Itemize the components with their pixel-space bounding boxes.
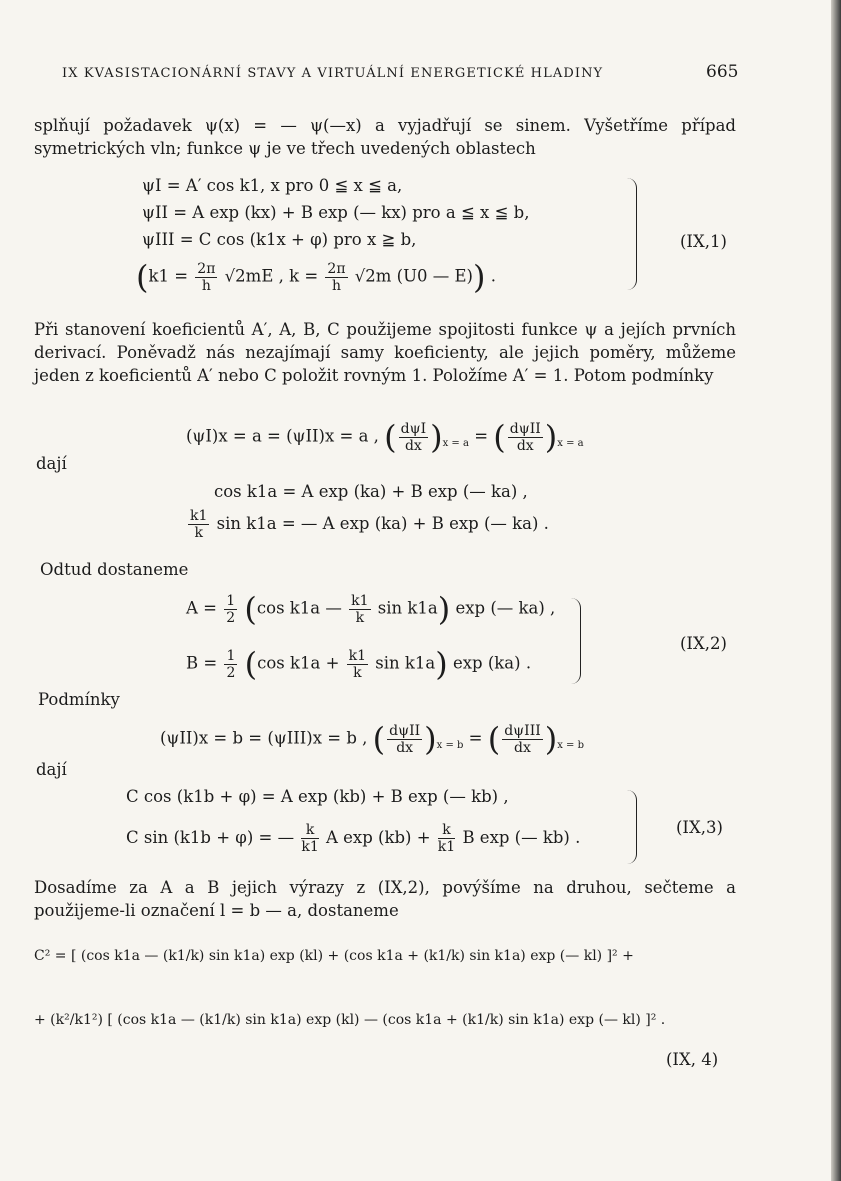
- eq1-line2: ψII = A exp (kx) + B exp (— kx) pro a ≦ x ≦ b,: [142, 203, 530, 222]
- eq2-a-mid2: sin k1a: [377, 598, 438, 618]
- cond2-left: (ψII)x = b = (ψIII)x = b ,: [160, 728, 368, 748]
- eq3-brace: [624, 790, 637, 864]
- frac-num: dψIII: [504, 722, 541, 739]
- frac-num: k1: [351, 592, 369, 609]
- label-daji-1: dají: [36, 454, 67, 473]
- label-daji-2: dají: [36, 760, 67, 779]
- frac-num: dψII: [389, 722, 421, 739]
- cond1-left: (ψI)x = a = (ψII)x = a ,: [186, 426, 379, 446]
- eq3-l2-right: B exp (— kb) .: [462, 828, 581, 847]
- cond2-sub2: x = b: [557, 739, 585, 751]
- eq2-brace: [568, 598, 581, 684]
- eq2-b-mid2: sin k1a: [375, 653, 436, 673]
- res1-frac: [188, 508, 209, 541]
- frac-num: 2π: [197, 260, 216, 277]
- eq2-half-a: [224, 593, 237, 626]
- cond2-sub1: x = b: [436, 739, 464, 751]
- eq2-b-left: B =: [186, 653, 218, 673]
- eq1-brace: [624, 178, 637, 290]
- eq1-root1: √2mE: [224, 266, 274, 286]
- cond2-line: (ψII)x = b = (ψIII)x = b , ( $\frac{\text{dψII}}{dx}$ )$_{x = b}$ = ( $\frac{\text{dψIII}}{dx}$ )$_{x = b}$: [160, 720, 585, 758]
- eq1-frac-2pi-h-b: [325, 261, 347, 294]
- frac-den: 2: [226, 664, 236, 681]
- res1-line1: cos k1a = A exp (ka) + B exp (— ka) ,: [214, 482, 528, 501]
- eq2-line-b: B = $\frac{1}{2}$ (cos k1a + $\frac{k1}{k}$ sin k1a) exp (ka) .: [186, 645, 532, 683]
- eq1-frac-2pi-h-a: [195, 261, 217, 294]
- cond2-deriv2: [502, 723, 543, 756]
- eq1-mid: , k =: [278, 266, 324, 286]
- frac-num: dψII: [509, 420, 541, 437]
- paragraph-2: Při stanovení koeficientů A′, A, B, C použijeme spojitosti funkce ψ a jejích prvních derivací. Poněvadž nás nezajímají samy koeficienty, ale jejich poměry, můžeme jeden z koeficientů A′ nebo C položit rovným 1. Položíme A′ = 1. Potom podmínky: [34, 320, 736, 385]
- res1-line2: [186, 508, 549, 541]
- eq2-a-right: exp (— ka) ,: [455, 598, 556, 618]
- frac-num: k: [438, 822, 455, 839]
- eq3-frac-a: [301, 822, 318, 855]
- eq3-l2-left: C sin (k1b + φ) = —: [126, 828, 295, 847]
- running-title: IX KVASISTACIONÁRNÍ STAVY A VIRTUÁLNÍ ENERGETICKÉ HLADINY: [62, 66, 604, 81]
- cond1-deriv1: [399, 421, 428, 454]
- frac-den: h: [331, 277, 341, 294]
- eq4-line1: C² = [ (cos k1a — (k1/k) sin k1a) exp (kl) + (cos k1a + (k1/k) sin k1a) exp (— kl) ]² +: [34, 948, 634, 964]
- eq2-half-b: [224, 648, 237, 681]
- frac-num: k1: [190, 508, 208, 524]
- eq3-frac-b: [438, 822, 455, 855]
- frac-num: 1: [226, 592, 236, 609]
- eq2-kk-a: [349, 593, 370, 626]
- label-odtud: Odtud dostaneme: [40, 560, 189, 579]
- frac-den: h: [201, 277, 211, 294]
- frac-den: dx: [396, 739, 414, 756]
- page-number: 665: [706, 62, 739, 82]
- frac-den: k1: [437, 839, 456, 855]
- cond1-line: (ψI)x = a = (ψII)x = a , ( $\frac{\text{dψI}}{dx}$ )$_{x = a}$ = ( $\frac{\text{dψII}}{dx}$ )$_{x = a}$: [186, 418, 584, 456]
- cond2-deriv1: [387, 723, 422, 756]
- eq2-b-right: exp (ka) .: [452, 653, 532, 673]
- eq2-a-left: A =: [186, 598, 217, 618]
- cond1-sub2: x = a: [557, 437, 584, 449]
- eq1-line4: (k1 = $\frac{2\pi}{h}$ √2mE , k = $\frac{2\pi}{h}$ √2m (U0 — E)) .: [136, 258, 496, 296]
- frac-den: dx: [514, 739, 531, 756]
- eq2-b-mid1: cos k1a +: [257, 653, 340, 673]
- eq2-number: (IX,2): [680, 634, 727, 653]
- eq1-line1: ψI = A′ cos k1, x pro 0 ≦ x ≦ a,: [142, 176, 403, 195]
- eq2-kk-b: [347, 648, 368, 681]
- eq1-root2: √2m (U0 — E): [354, 266, 473, 286]
- paragraph-1: splňují požadavek ψ(x) = — ψ(—x) a vyjadřují se sinem. Vyšetříme případ symetrických vln; funkce ψ je ve třech uvedených oblastech: [34, 116, 736, 158]
- eq4-number: (IX, 4): [666, 1050, 719, 1069]
- eq1-number: (IX,1): [680, 232, 727, 251]
- eq3-l2-mid: A exp (kb) +: [326, 828, 431, 847]
- frac-den: k: [194, 525, 203, 541]
- cond1-sub1: x = a: [442, 437, 469, 449]
- frac-den: k1: [301, 839, 319, 855]
- eq2-line-a: A = $\frac{1}{2}$ (cos k1a — $\frac{k1}{k}$ sin k1a) exp (— ka) ,: [186, 590, 556, 628]
- frac-num: k1: [348, 647, 367, 664]
- frac-den: dx: [516, 437, 534, 454]
- frac-num: k: [301, 822, 318, 839]
- frac-den: 2: [226, 609, 236, 626]
- frac-den: k: [355, 609, 365, 626]
- frac-den: dx: [404, 437, 422, 454]
- eq3-line2: [126, 822, 580, 855]
- eq3-number: (IX,3): [676, 818, 723, 837]
- res1-line2-text: sin k1a = — A exp (ka) + B exp (— ka) .: [216, 514, 549, 533]
- paragraph-3: Dosadíme za A a B jejich výrazy z (IX,2), povýšíme na druhou, sečteme a použijeme-li označení l = b — a, dostaneme: [34, 878, 736, 920]
- eq1-k1: k1 =: [148, 266, 194, 286]
- page-edge-shadow: [831, 0, 841, 1181]
- frac-num: 1: [226, 647, 236, 664]
- eq2-a-mid1: cos k1a —: [256, 598, 342, 618]
- eq4-line2: + (k²/k1²) [ (cos k1a — (k1/k) sin k1a) exp (kl) — (cos k1a + (k1/k) sin k1a) exp (— kl) ]² .: [34, 1012, 666, 1028]
- cond2-eq: =: [468, 728, 483, 748]
- eq3-line1: C cos (k1b + φ) = A exp (kb) + B exp (— kb) ,: [126, 787, 509, 806]
- eq1-line3: ψIII = C cos (k1x + φ) pro x ≧ b,: [142, 230, 417, 249]
- cond1-deriv2: [508, 421, 543, 454]
- frac-num: dψI: [400, 420, 427, 437]
- frac-num: 2π: [327, 260, 346, 277]
- label-podminky: Podmínky: [38, 690, 120, 709]
- frac-den: k: [353, 664, 362, 681]
- cond1-eq: =: [474, 426, 489, 446]
